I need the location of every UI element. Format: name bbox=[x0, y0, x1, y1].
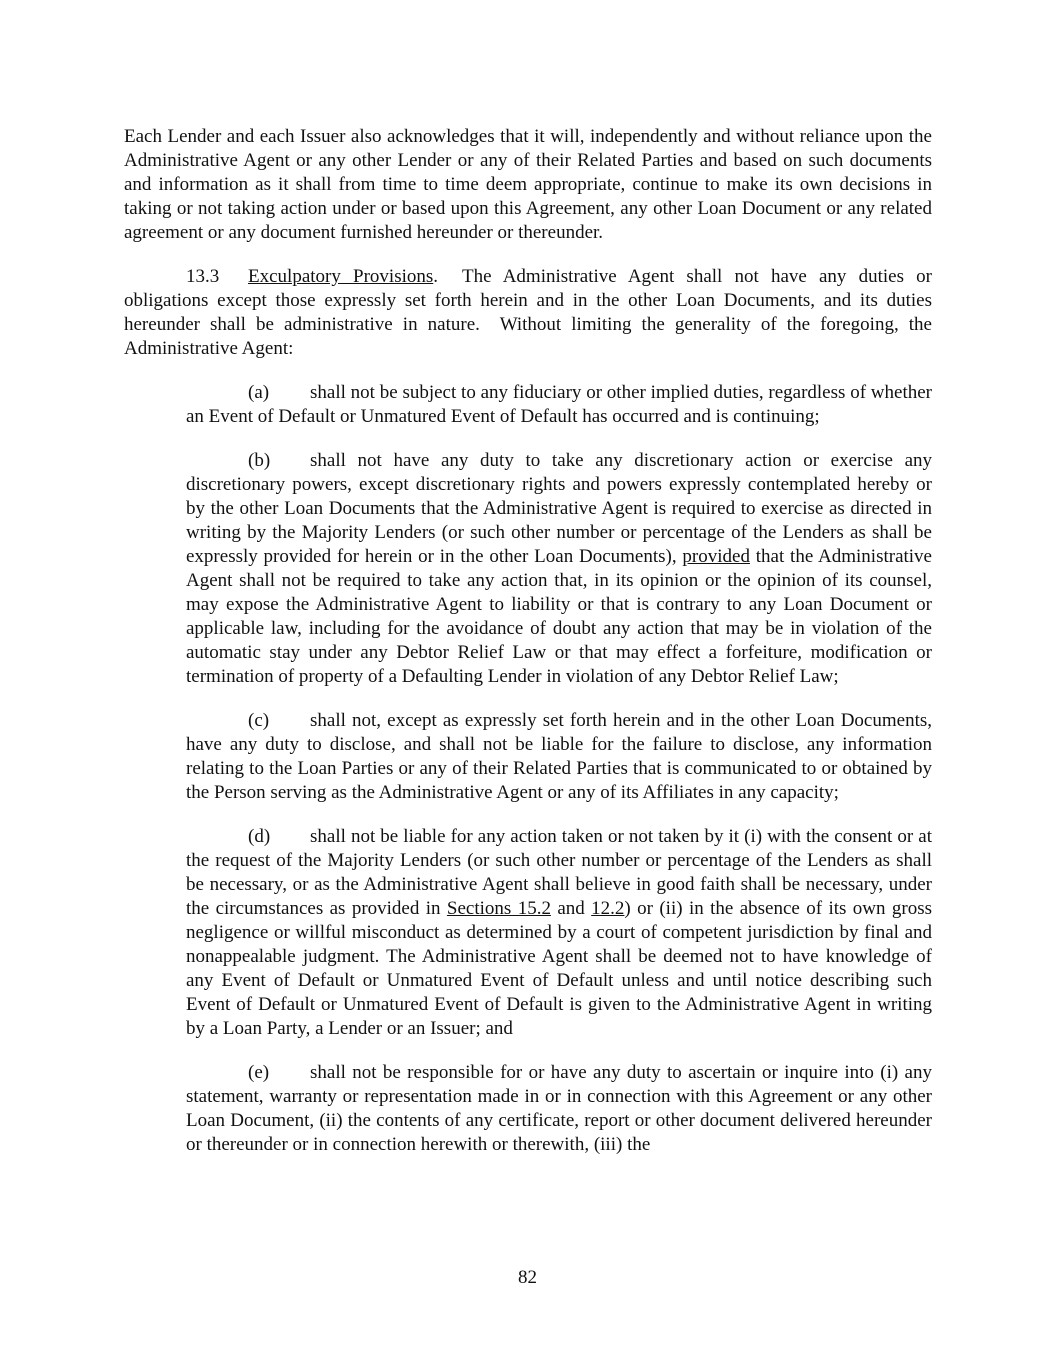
clause-e-text: shall not be responsible for or have any duty to ascertain or inquire into (i) any statement, warranty or representation made in or in connection with this Agreement or any other Loan Document, (ii) the contents of any certificate, report or other document delivered hereunder or thereunder or in connection herewith or therewith, (iii) the bbox=[186, 1062, 932, 1155]
section-heading: Exculpatory Provisions bbox=[248, 266, 434, 287]
clause-e-label: (e) bbox=[248, 1062, 270, 1083]
section-text: The Administrative Agent shall not have any duties or obligations except those expressly set forth herein and in the other Loan Documents, and its duties hereunder shall be administrative in nature. Without limiting the generality of the foregoing, the Administrative Agent: bbox=[124, 266, 937, 359]
clause-b-provided: provided bbox=[682, 546, 750, 567]
clause-c-label: (c) bbox=[248, 710, 270, 731]
clause-d-label: (d) bbox=[248, 826, 271, 847]
clause-d-ref-12-2: 12.2 bbox=[591, 898, 625, 919]
intro-paragraph: Each Lender and each Issuer also acknowledges that it will, independently and without reliance upon the Administrative Agent or any other Lender or any of their Related Parties and based on such documents and information as it shall from time to time deem appropriate, continue to make its own decisions in taking or not taking action under or based upon this Agreement, any other Loan Document or any related agreement or any document furnished hereunder or thereunder. bbox=[124, 126, 932, 243]
clause-d-ref-sections-15-2: Sections 15.2 bbox=[446, 898, 551, 919]
clause-d-text-3: ) or (ii) in the absence of its own gross negligence or willful misconduct as determined by a court of competent jurisdiction by final and nonappealable judgment. The Administrative Agent shall be deemed not to have knowledge of any Event of Default or Unmatured Event of Default unless and until notice describing such Event of Default or Unmatured Event of Default is given to the Administrative Agent in writing by a Loan Party, a Lender or an Issuer; and bbox=[186, 898, 933, 1039]
clause-c-text: shall not, except as expressly set forth herein and in the other Loan Documents, have any duty to disclose, and shall not be liable for the failure to disclose, any information relating to the Loan Parties or any of their Related Parties that is communicated to or obtained by the Person serving as the Administrative Agent or any of its Affiliates in any capacity; bbox=[186, 710, 932, 803]
clause-d-text-1: shall not be liable for any action taken or not taken by it (i) with the consent or at the request of the Majority Lenders (or such other number or percentage of the Lenders as shall be necessary, or as the Administrative Agent shall believe in good faith shall be necessary, under the circumstances as provided in bbox=[186, 826, 932, 919]
clause-b-label: (b) bbox=[248, 450, 271, 471]
section-13-3-paragraph bbox=[124, 265, 937, 361]
section-heading-period: . bbox=[433, 266, 439, 287]
document-page bbox=[124, 125, 937, 1177]
page-number: 82 bbox=[518, 1267, 537, 1288]
clause-c bbox=[186, 709, 932, 805]
clause-d bbox=[186, 825, 932, 1041]
clause-b bbox=[186, 449, 932, 689]
clause-a-label: (a) bbox=[248, 382, 270, 403]
clause-a bbox=[186, 381, 932, 429]
clause-b-text-1: shall not have any duty to take any discretionary action or exercise any discretionary powers, except discretionary rights and powers expressly contemplated hereby or by the other Loan Documents that the Administrative Agent is required to exercise as directed in writing by the Majority Lenders (or such other number or percentage of the Lenders as shall be expressly provided for herein or in the other Loan Documents), bbox=[186, 450, 932, 567]
clause-b-text-2: that the Administrative Agent shall not be required to take any action that, in its opinion or the opinion of its counsel, may expose the Administrative Agent to liability or that is contrary to any Loan Document or applicable law, including for the avoidance of doubt any action that may be in violation of the automatic stay under any Debtor Relief Law or that may effect a forfeiture, modification or termination of property of a Defaulting Lender in violation of any Debtor Relief Law; bbox=[186, 546, 932, 687]
clause-e bbox=[186, 1061, 932, 1157]
section-number: 13.3 bbox=[186, 266, 220, 287]
clause-d-text-2: and bbox=[550, 898, 592, 919]
clause-a-text: shall not be subject to any fiduciary or other implied duties, regardless of whether an Event of Default or Unmatured Event of Default has occurred and is continuing; bbox=[186, 382, 932, 427]
